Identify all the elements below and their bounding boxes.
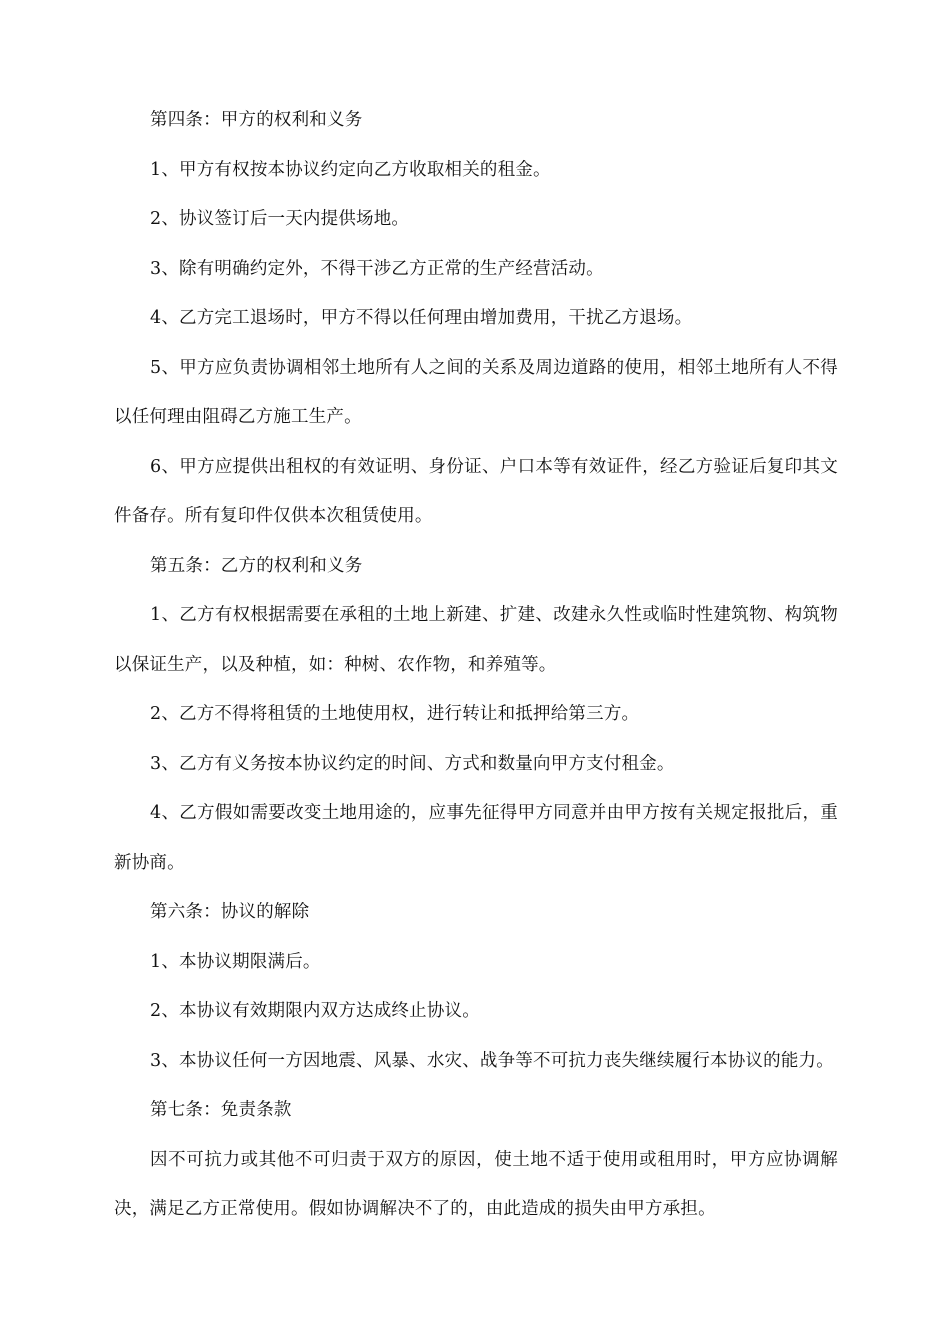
clause-paragraph: 1、乙方有权根据需要在承租的土地上新建、扩建、改建永久性或临时性建筑物、构筑物以保证生产，以及种植，如：种树、农作物，和养殖等。 [114,605,838,675]
clause-paragraph: 因不可抗力或其他不可归责于双方的原因，使土地不适于使用或租用时，甲方应协调解决，满足乙方正常使用。假如协调解决不了的，由此造成的损失由甲方承担。 [114,1149,838,1219]
clause-paragraph: 5、甲方应负责协调相邻土地所有人之间的关系及周边道路的使用，相邻土地所有人不得以任何理由阻碍乙方施工生产。 [114,357,838,427]
clause-paragraph: 2、本协议有效期限内双方达成终止协议。 [150,1001,480,1021]
document-page [114,96,838,1235]
clause-paragraph: 1、本协议期限满后。 [150,951,321,972]
clause-paragraph: 3、乙方有义务按本协议约定的时间、方式和数量向甲方支付租金。 [150,753,675,774]
clause-paragraph: 6、甲方应提供出租权的有效证明、身份证、户口本等有效证件，经乙方验证后复印其文件备存。所有复印件仅供本次租赁使用。 [114,456,838,526]
clause-paragraph: 2、乙方不得将租赁的土地使用权，进行转让和抵押给第三方。 [150,704,640,724]
clause-paragraph: 3、本协议任何一方因地震、风暴、水灾、战争等不可抗力丧失继续履行本协议的能力。 [150,1050,834,1071]
clause-paragraph: 4、乙方完工退场时，甲方不得以任何理由增加费用，干扰乙方退场。 [150,308,693,328]
clause-paragraph: 2、协议签订后一天内提供场地。 [150,209,410,229]
clause-paragraph: 1、甲方有权按本协议约定向乙方收取相关的租金。 [150,159,551,180]
section-heading-5: 第五条：乙方的权利和义务 [150,555,363,576]
section-heading-6: 第六条：协议的解除 [150,902,310,922]
section-heading-4: 第四条：甲方的权利和义务 [150,110,363,130]
section-heading-7: 第七条：免责条款 [150,1100,292,1120]
clause-paragraph: 3、除有明确约定外，不得干涉乙方正常的生产经营活动。 [150,258,604,279]
clause-paragraph: 4、乙方假如需要改变土地用途的，应事先征得甲方同意并由甲方按有关规定报批后，重新协商。 [114,803,838,873]
